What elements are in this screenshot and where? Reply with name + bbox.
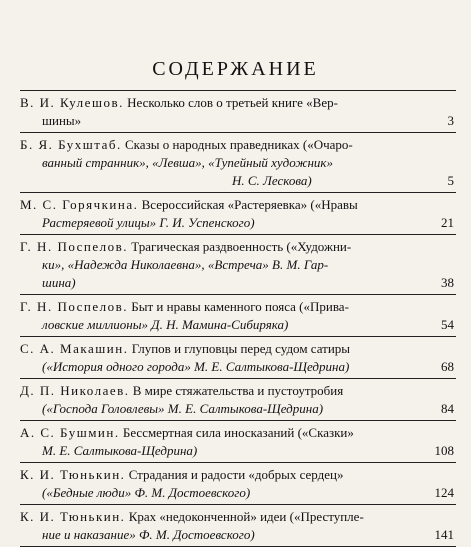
entry-title-line2: шины» xyxy=(42,113,82,128)
entry-page-number: 21 xyxy=(441,215,454,230)
entry-author: А. С. Бушмин. xyxy=(20,425,120,440)
entry-author: М. С. Горячкина. xyxy=(20,197,139,212)
entry-page-number: 141 xyxy=(434,527,454,542)
entry-title-line2: М. Е. Салтыкова-Щедрина) xyxy=(42,443,198,458)
toc-entry[interactable] xyxy=(20,90,456,133)
entry-author: Г. Н. Поспелов. xyxy=(20,299,129,314)
entry-title-line2: («Господа Головлевы» М. Е. Салтыкова-Щедрина) xyxy=(42,401,324,416)
toc-entry[interactable] xyxy=(20,193,456,235)
entry-title-line1: Всероссийская «Растеряевка» («Нравы xyxy=(141,197,358,212)
entry-title-line1: Страдания и радости «добрых сердец» xyxy=(128,467,344,482)
entry-page-number: 108 xyxy=(434,443,454,458)
entry-title-line1: Крах «недоконченной» идеи («Преступле- xyxy=(128,509,364,524)
entry-title-line2: Растеряевой улицы» Г. И. Успенского) xyxy=(42,215,255,230)
entry-page-number: 84 xyxy=(441,401,454,416)
entry-author: С. А. Макашин. xyxy=(20,341,129,356)
toc-entry[interactable] xyxy=(20,235,456,295)
entry-title-line1: Несколько слов о третьей книге «Вер- xyxy=(127,95,338,110)
toc-entry[interactable] xyxy=(20,463,456,505)
entry-title-line2-part: ванный странник», «Левша», «Тупейный художник» xyxy=(42,155,334,170)
entry-title-line1: Быт и нравы каменного пояса («Прива- xyxy=(131,299,349,314)
entry-title-line1: Бессмертная сила иносказаний («Сказки» xyxy=(122,425,354,440)
entry-page-number: 54 xyxy=(441,317,454,332)
bleed-through-text xyxy=(250,0,471,58)
entry-title-line3: шина) xyxy=(42,275,76,290)
entry-author: Г. Н. Поспелов. xyxy=(20,239,129,254)
entry-author: Б. Я. Бухштаб. xyxy=(20,137,122,152)
entry-title-line2-part: ки», «Надежда Николаевна», «Встреча» В. М. Гар- xyxy=(42,257,329,272)
entry-author: К. И. Тюнькин. xyxy=(20,467,126,482)
entry-title-line1: Глупов и глуповцы перед судом сатиры xyxy=(131,341,351,356)
toc-entry[interactable] xyxy=(20,505,456,547)
entry-author: В. И. Кулешов. xyxy=(20,95,124,110)
page-title: СОДЕРЖАНИЕ xyxy=(152,58,319,80)
entry-title-line3: Н. С. Лескова) xyxy=(232,173,312,188)
entry-title-line2: («История одного города» М. Е. Салтыкова-Щедрина) xyxy=(42,359,350,374)
entry-title-line1: В мире стяжательства и пустоутробия xyxy=(132,383,344,398)
entry-page-number: 5 xyxy=(447,173,454,188)
entry-page-number: 3 xyxy=(447,113,454,128)
entry-title-line2 xyxy=(20,154,456,190)
table-of-contents xyxy=(20,90,456,547)
toc-entry[interactable] xyxy=(20,133,456,193)
entry-title-line1: Сказы о народных праведниках («Очаро- xyxy=(125,137,353,152)
entry-author: Д. П. Николаев. xyxy=(20,383,130,398)
entry-title-line2: ловские миллионы» Д. Н. Мамина-Сибиряка) xyxy=(42,317,289,332)
entry-page-number: 68 xyxy=(441,359,454,374)
toc-entry[interactable] xyxy=(20,295,456,337)
toc-entry[interactable] xyxy=(20,421,456,463)
entry-author: К. И. Тюнькин. xyxy=(20,509,126,524)
entry-title-line2: («Бедные люди» Ф. М. Достоевского) xyxy=(42,485,251,500)
toc-entry[interactable] xyxy=(20,379,456,421)
entry-page-number: 124 xyxy=(434,485,454,500)
entry-title-line2: ние и наказание» Ф. М. Достоевского) xyxy=(42,527,255,542)
entry-title-line1: Трагическая раздвоенность («Художни- xyxy=(131,239,352,254)
entry-title-line2 xyxy=(20,256,456,292)
entry-page-number: 38 xyxy=(441,275,454,290)
toc-entry[interactable] xyxy=(20,337,456,379)
